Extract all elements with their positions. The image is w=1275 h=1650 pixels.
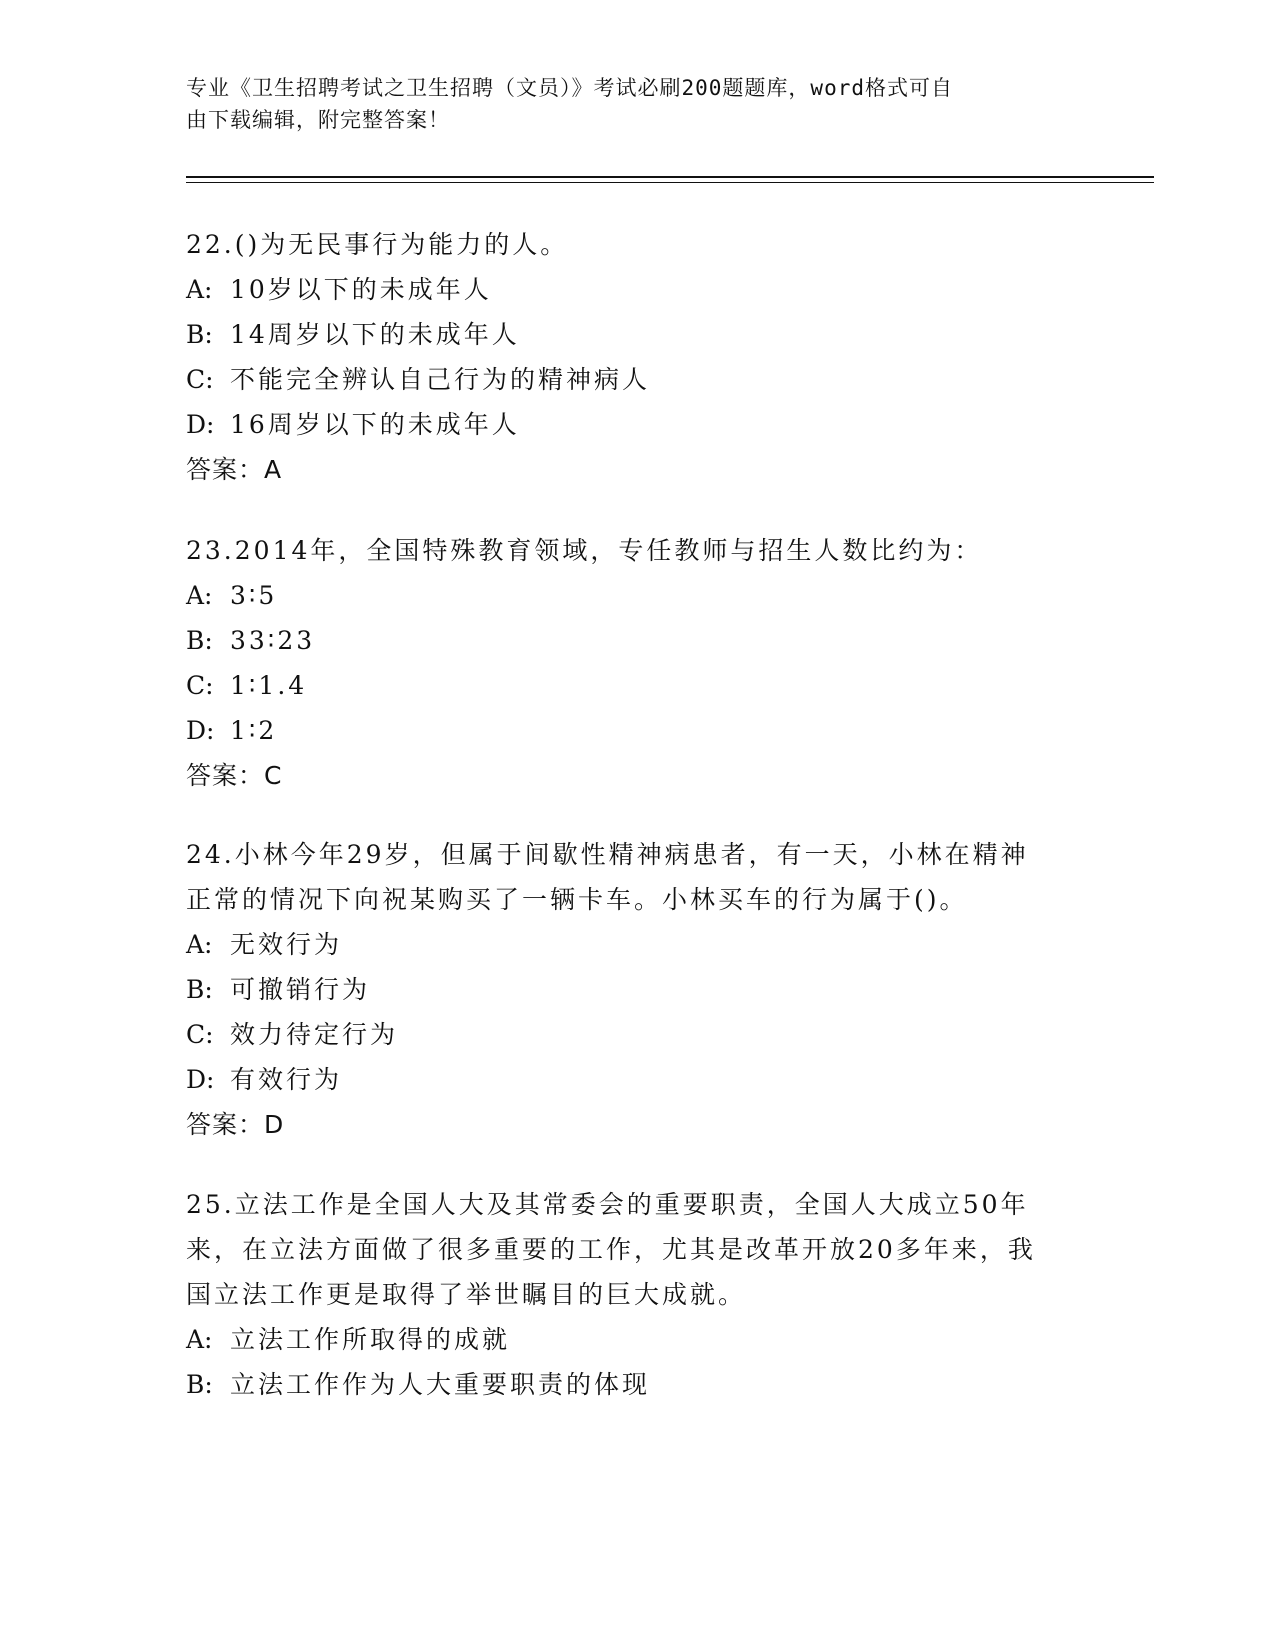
option-label: B: <box>186 1370 213 1399</box>
option-b <box>186 312 1086 357</box>
option-text: 3∶5 <box>230 581 278 610</box>
question-24 <box>186 832 1086 1147</box>
option-text: 立法工作作为人大重要职责的体现 <box>230 1370 651 1399</box>
option-label: C: <box>186 365 214 394</box>
option-b <box>186 618 1086 663</box>
header-line-1: 专业《卫生招聘考试之卫生招聘（文员）》考试必刷200题题库，word格式可自 <box>186 76 953 100</box>
option-text: 效力待定行为 <box>230 1020 399 1049</box>
document-header <box>186 72 1066 136</box>
option-text: 立法工作所取得的成就 <box>230 1325 511 1354</box>
option-label: D: <box>186 1065 215 1094</box>
option-text: 33∶23 <box>230 626 316 655</box>
header-line-2: 由下载编辑，附完整答案！ <box>186 108 450 132</box>
option-label: A: <box>186 275 213 304</box>
answer: 答案：D <box>186 1110 285 1139</box>
option-b <box>186 967 1086 1012</box>
option-a <box>186 922 1086 967</box>
header-rule-thick <box>186 176 1154 178</box>
option-c <box>186 1012 1086 1057</box>
question-22 <box>186 222 1086 492</box>
option-label: D: <box>186 716 215 745</box>
option-a <box>186 573 1086 618</box>
option-text: 有效行为 <box>230 1065 343 1094</box>
option-text: 1∶2 <box>230 716 278 745</box>
option-text: 不能完全辨认自己行为的精神病人 <box>230 365 651 394</box>
option-d <box>186 708 1086 753</box>
answer: 答案：C <box>186 761 283 790</box>
answer: 答案：A <box>186 455 283 484</box>
option-text: 1∶1.4 <box>230 671 308 700</box>
question-stem: 22.()为无民事行为能力的人。 <box>186 230 569 259</box>
option-text: 无效行为 <box>230 930 343 959</box>
option-c <box>186 357 1086 402</box>
option-label: A: <box>186 581 213 610</box>
option-b <box>186 1362 1086 1407</box>
option-text: 16周岁以下的未成年人 <box>230 410 520 439</box>
option-text: 14周岁以下的未成年人 <box>230 320 520 349</box>
option-label: A: <box>186 930 213 959</box>
question-stem: 25.立法工作是全国人大及其常委会的重要职责，全国人大成立50年 <box>186 1190 1029 1219</box>
question-stem: 24.小林今年29岁，但属于间歇性精神病患者，有一天，小林在精神 <box>186 840 1029 869</box>
question-stem: 23.2014年，全国特殊教育领域，专任教师与招生人数比约为： <box>186 536 983 565</box>
option-text: 可撤销行为 <box>230 975 371 1004</box>
option-label: C: <box>186 671 214 700</box>
question-23 <box>186 528 1086 798</box>
header-rule-thin <box>186 182 1154 183</box>
option-label: B: <box>186 626 213 655</box>
option-a <box>186 1317 1086 1362</box>
option-a <box>186 267 1086 312</box>
option-label: D: <box>186 410 215 439</box>
option-label: B: <box>186 320 213 349</box>
question-stem: 来，在立法方面做了很多重要的工作，尤其是改革开放20多年来，我 <box>186 1235 1036 1264</box>
question-stem: 国立法工作更是取得了举世瞩目的巨大成就。 <box>186 1280 747 1309</box>
question-25 <box>186 1182 1086 1407</box>
option-text: 10岁以下的未成年人 <box>230 275 492 304</box>
option-label: C: <box>186 1020 214 1049</box>
option-d <box>186 402 1086 447</box>
option-d <box>186 1057 1086 1102</box>
option-label: B: <box>186 975 213 1004</box>
option-label: A: <box>186 1325 213 1354</box>
option-c <box>186 663 1086 708</box>
question-stem: 正常的情况下向祝某购买了一辆卡车。小林买车的行为属于()。 <box>186 885 968 914</box>
